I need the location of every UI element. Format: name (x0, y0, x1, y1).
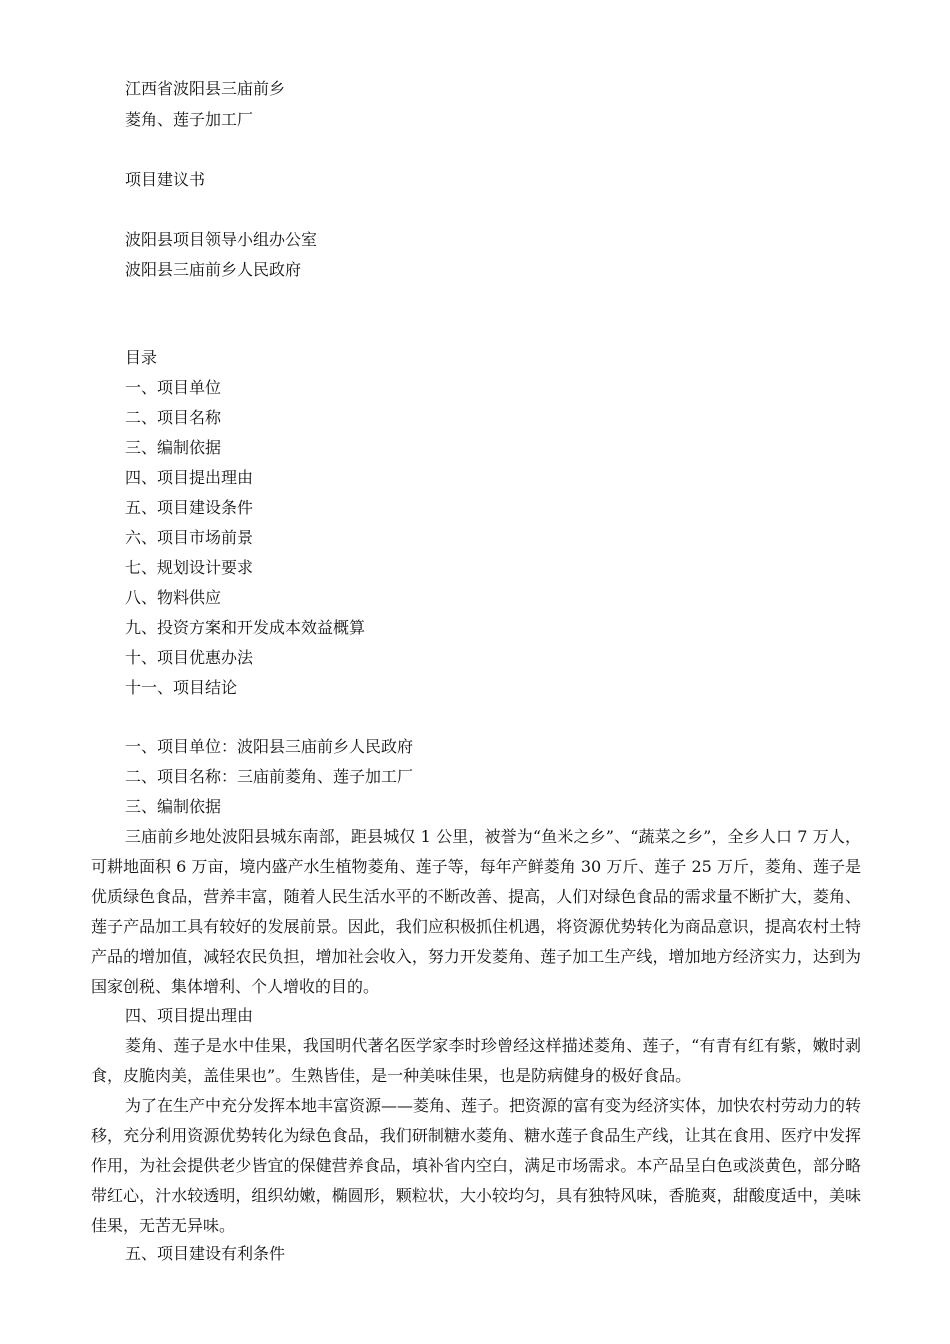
toc-item: 十、项目优惠办法 (125, 648, 254, 667)
toc-item: 十一、项目结论 (125, 678, 238, 697)
section-1-unit: 一、项目单位：波阳县三庙前乡人民政府 (125, 737, 414, 756)
section-4-heading: 四、项目提出理由 (125, 1006, 254, 1025)
section-3-paragraph: 三庙前乡地处波阳县城东南部，距县城仅 1 公里，被誉为“鱼米之乡”、“蔬菜之乡”，全乡人口 7 万人，可耕地面积 6 万亩，境内盛产水生植物菱角、莲子等，每年产鲜菱角 30 万斤、莲子 25 万斤，菱角、莲子是优质绿色食品，营养丰富，随着人民生活水平的不断改善、提高，人们对绿色食品的需求量不断扩大，菱角、莲子产品加工具有较好的发展前景。因此，我们应积极抓住机遇，将资源优势转化为商品意识，提高农村土特产品的增加值，减轻农民负担，增加社会收入，努力开发菱角、莲子加工生产线，增加地方经济实力，达到为国家创税、集体增利、个人增收的目的。 (91, 827, 861, 996)
toc-item: 四、项目提出理由 (125, 468, 254, 487)
cover-factory: 菱角、莲子加工厂 (125, 110, 254, 129)
toc-item: 九、投资方案和开发成本效益概算 (125, 618, 366, 637)
toc-item: 五、项目建设条件 (125, 498, 254, 517)
cover-location: 江西省波阳县三庙前乡 (125, 79, 286, 98)
toc-title: 目录 (125, 348, 158, 367)
section-2-name: 二、项目名称：三庙前菱角、莲子加工厂 (125, 767, 414, 786)
section-4-paragraph-2: 为了在生产中充分发挥本地丰富资源——菱角、莲子。把资源的富有变为经济实体，加快农村劳动力的转移，充分利用资源优势转化为绿色食品，我们研制糖水菱角、糖水莲子食品生产线，让其在食用、医疗中发挥作用，为社会提供老少皆宜的保健营养食品，填补省内空白，满足市场需求。本产品呈白色或淡黄色，部分略带红心，汁水较透明，组织幼嫩，椭圆形，颗粒状，大小较均匀，具有独特风味，香脆爽，甜酸度适中，美味佳果，无苦无异味。 (91, 1096, 862, 1235)
toc-item: 二、项目名称 (125, 408, 222, 427)
cover-doc-type: 项目建议书 (125, 170, 206, 189)
toc-item: 六、项目市场前景 (125, 528, 254, 547)
toc-item: 三、编制依据 (125, 438, 222, 457)
toc-item: 一、项目单位 (125, 378, 222, 397)
toc-item: 八、物料供应 (125, 588, 222, 607)
cover-org-1: 波阳县项目领导小组办公室 (125, 230, 318, 249)
section-3-heading: 三、编制依据 (125, 797, 222, 816)
toc-item: 七、规划设计要求 (125, 558, 254, 577)
section-4-paragraph-1: 菱角、莲子是水中佳果，我国明代著名医学家李时珍曾经这样描述菱角、莲子，“有青有红有紫，嫩时剥食，皮脆肉美，盖佳果也”。生熟皆佳，是一种美味佳果，也是防病健身的极好食品。 (91, 1036, 861, 1085)
section-5-heading: 五、项目建设有利条件 (125, 1244, 286, 1263)
cover-org-2: 波阳县三庙前乡人民政府 (125, 260, 302, 279)
